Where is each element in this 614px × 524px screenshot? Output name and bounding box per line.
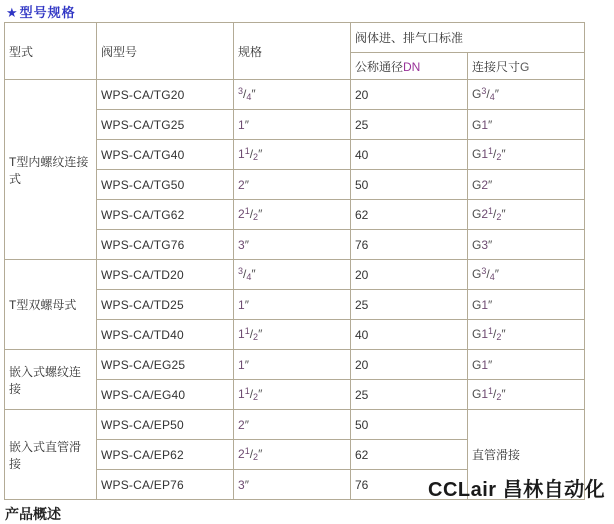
header-nominal-diameter xyxy=(351,53,468,80)
spec-cell: $1^1/2''$ xyxy=(234,140,351,170)
group-cell: 嵌入式螺纹连接 xyxy=(5,350,97,410)
g-cell: $G2^1/2''$ xyxy=(468,200,585,230)
dn-cell: 20 xyxy=(351,260,468,290)
g-prefix: G xyxy=(472,387,482,401)
dn-cell: 40 xyxy=(351,140,468,170)
spec-cell: $2^1/2''$ xyxy=(234,440,351,470)
g-prefix: G xyxy=(472,117,482,132)
model-cell: WPS-CA/TG20 xyxy=(97,80,234,110)
spec-cell: $1^1/2''$ xyxy=(234,380,351,410)
star-icon: ★ xyxy=(6,5,19,20)
group-cell: 嵌入式直管滑接 xyxy=(5,410,97,500)
dn-cell: 50 xyxy=(351,410,468,440)
model-cell: WPS-CA/TG40 xyxy=(97,140,234,170)
spec-cell: 3″ xyxy=(234,470,351,500)
spec-cell: 1″ xyxy=(234,290,351,320)
g-prefix: G xyxy=(472,177,482,192)
g-cell: G1″ xyxy=(468,290,585,320)
spec-cell: $^3$/4″ xyxy=(234,80,351,110)
dn-cell: 76 xyxy=(351,230,468,260)
header-spec: 规格 xyxy=(234,23,351,80)
dn-cell: 50 xyxy=(351,170,468,200)
g-prefix: G xyxy=(472,357,482,372)
dn-cell: 76 xyxy=(351,470,468,500)
header-row-1 xyxy=(5,23,585,53)
model-cell: WPS-CA/EP62 xyxy=(97,440,234,470)
g-prefix: G xyxy=(472,297,482,312)
g-prefix: G xyxy=(472,207,482,221)
spec-cell: $^3$/4″ xyxy=(234,260,351,290)
merged-g-cell: 直管滑接 xyxy=(468,410,585,500)
section-title xyxy=(6,2,76,21)
model-cell: WPS-CA/EG40 xyxy=(97,380,234,410)
g-prefix: G xyxy=(472,87,482,101)
table-row xyxy=(5,260,585,290)
dn-cell: 62 xyxy=(351,200,468,230)
g-cell: $G1^1/2''$ xyxy=(468,140,585,170)
header-g-en: G xyxy=(520,59,530,74)
g-cell: G2″ xyxy=(468,170,585,200)
dn-cell: 20 xyxy=(351,350,468,380)
g-cell: G3″ xyxy=(468,230,585,260)
model-cell: WPS-CA/TG62 xyxy=(97,200,234,230)
model-cell: WPS-CA/EP50 xyxy=(97,410,234,440)
model-cell: WPS-CA/EP76 xyxy=(97,470,234,500)
spec-cell: 2″ xyxy=(234,410,351,440)
model-cell: WPS-CA/TG25 xyxy=(97,110,234,140)
spec-cell: $2^1/2''$ xyxy=(234,200,351,230)
header-valve-model: 阀型号 xyxy=(97,23,234,80)
model-cell: WPS-CA/TG76 xyxy=(97,230,234,260)
g-prefix: G xyxy=(472,327,482,341)
g-prefix: G xyxy=(472,267,482,281)
model-cell: WPS-CA/TD25 xyxy=(97,290,234,320)
g-cell: G1″ xyxy=(468,110,585,140)
dn-cell: 25 xyxy=(351,110,468,140)
model-cell: WPS-CA/EG25 xyxy=(97,350,234,380)
group-cell: T型内螺纹连接式 xyxy=(5,80,97,260)
spec-table-body xyxy=(5,80,585,500)
dn-cell: 20 xyxy=(351,80,468,110)
header-dn-en: DN xyxy=(403,59,421,74)
dn-cell: 25 xyxy=(351,380,468,410)
watermark: CCLair 昌林自动化 xyxy=(428,479,606,501)
bottom-section-title: 产品概述 xyxy=(5,506,61,522)
g-cell: G1″ xyxy=(468,350,585,380)
spec-cell: 1″ xyxy=(234,350,351,380)
table-row xyxy=(5,350,585,380)
dn-cell: 62 xyxy=(351,440,468,470)
g-cell: $G^3/4''$ xyxy=(468,80,585,110)
dn-cell: 25 xyxy=(351,290,468,320)
g-prefix: G xyxy=(472,237,482,252)
spec-cell: 2″ xyxy=(234,170,351,200)
section-title-text: 型号规格 xyxy=(19,5,76,20)
table-row xyxy=(5,80,585,110)
dn-cell: 40 xyxy=(351,320,468,350)
model-cell: WPS-CA/TD20 xyxy=(97,260,234,290)
g-cell: $G1^1/2''$ xyxy=(468,320,585,350)
model-cell: WPS-CA/TG50 xyxy=(97,170,234,200)
spec-cell: $1^1/2''$ xyxy=(234,320,351,350)
spec-cell: 1″ xyxy=(234,110,351,140)
header-port-standard: 阀体进、排气口标准 xyxy=(351,23,585,53)
model-cell: WPS-CA/TD40 xyxy=(97,320,234,350)
header-dn-zh: 公称通径 xyxy=(355,59,404,74)
spec-cell: 3″ xyxy=(234,230,351,260)
header-g-zh: 连接尺寸 xyxy=(472,59,521,74)
group-cell: T型双螺母式 xyxy=(5,260,97,350)
header-type: 型式 xyxy=(5,23,97,80)
header-connection-size xyxy=(468,53,585,80)
g-cell: $G1^1/2''$ xyxy=(468,380,585,410)
table-row xyxy=(5,410,585,440)
spec-table xyxy=(4,22,585,500)
g-prefix: G xyxy=(472,147,482,161)
g-cell: $G^3/4''$ xyxy=(468,260,585,290)
